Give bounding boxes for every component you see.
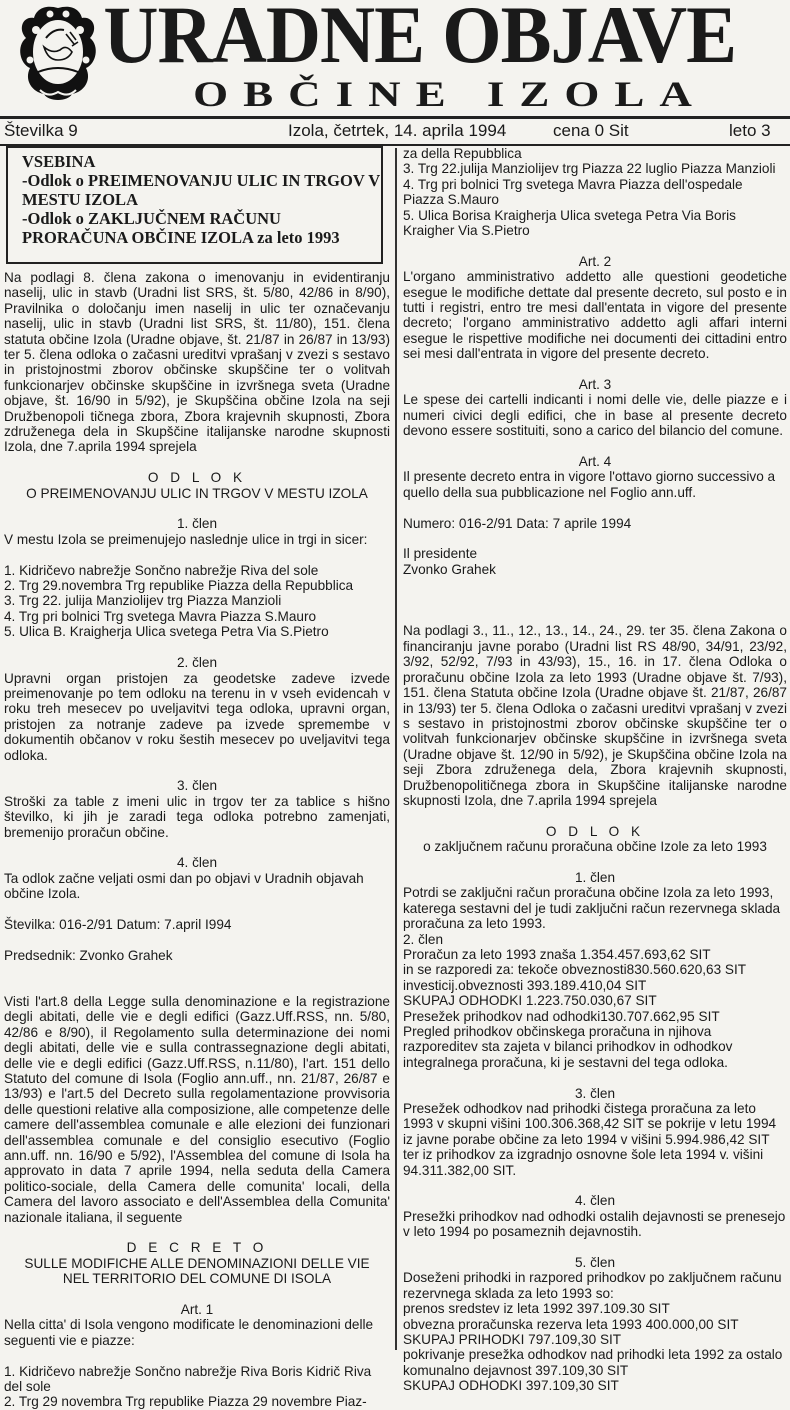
column-divider [395,148,397,1350]
article-text: Nella citta' di Isola vengono modificate le denominazioni delle seguenti vie e piazze: [4,1317,374,1348]
street-item-continued: za della Repubblica [403,146,522,161]
right-column [403,146,787,1394]
reserve-line: prenos sredstev iz leta 1992 397.109.30 SIT [403,1301,670,1317]
reserve-line: obvezna proračunska rezerva leta 1993 400.000,00 SIT [403,1316,739,1332]
signatory: Predsednik: Zvonko Grahek [4,947,173,963]
masthead-rule [0,116,790,119]
article-heading: Art. 2 [578,253,612,269]
signatory-title: Il presidente [403,546,478,562]
issue-info-bar [0,120,790,142]
article-text: Ta odlok začne veljati osmi dan po objavi v Uradnih objavah občine Izola. [4,870,364,902]
street-item: 4. Trg pri bolnici Trg svetega Mavra Piazza S.Mauro [4,608,317,624]
section-heading: O D L O K [545,823,645,839]
street-item: 5. Ulica Borisa Kraigherja Ulica svetega Petra Via Boris Kraigher Via S.Pietro [403,207,736,239]
article-text: Le spese dei cartelli indicanti i nomi delle vie, delle piazze e i numeri civici degli edifici, che in base al presente decreto devono essere sostituiti, sono a carico del bilancio del comune. [403,392,787,439]
left-column [4,270,390,1410]
budget-line: SKUPAJ ODHODKI 1.223.750.030,67 SIT [403,993,657,1009]
section-title: O PREIMENOVANJU ULIC IN TRGOV V MESTU IZOLA [26,485,368,501]
article-heading: 3. člen [574,1085,616,1101]
article-text: Pregled prihodkov občinskega proračuna in njihova razporeditev sta zajeta v bilanci prihodkov in odhodkov integralnega proračuna, ki je sestavni del tega odloka. [403,1024,733,1070]
contents-heading: VSEBINA [22,152,96,171]
street-item: 2. Trg 29 novembra Trg republike Piazza 29 novembre Piaz- [4,1394,367,1410]
contents-item[interactable]: -Odlok o ZAKLJUČNEM RAČUNU PRORAČUNA OBČINE IZOLA za leto 1993 [22,209,340,247]
article-text: Presežek odhodkov nad prihodki čistega proračuna za leto 1993 v skupni višini 100.306.368,42 SIT se pokrije v letu 1994 iz javne porabe občine za leto 1994 v višini 5.994.986,42 SIT ter iz prihodkov za izgradnjo osnovne šole leta 1994 v. višini 94.311.382,00 SIT. [403,1101,777,1178]
section-heading: O D L O K [147,470,247,486]
street-item: 5. Ulica B. Kraigherja Ulica svetega Petra Via S.Pietro [4,624,329,640]
article-heading: 1. člen [574,869,616,885]
article-heading: 3. člen [176,778,218,794]
budget-line: in se razporedi za: tekoče obveznosti830.560.620,63 SIT [403,962,747,978]
budget-line: Proračun za leto 1993 znaša 1.354.457.693,62 SIT [403,946,711,962]
street-item: 3. Trg 22. julija Manziolijev trg Piazza Manzioli [4,593,282,609]
article-text: Upravni organ pristojen za geodetske zadeve izvede preimenovanje po tem odloku na terenu in v vseh evidencah v roku treh mesecev po uveljavitvi tega odloka, upravni organ, pristojen za notranje zadeve pa izvede spremembe v dokumentih občanov v roku šestih mesecev po uveljavitvi tega odloka. [4,670,390,763]
street-item: 1. Kidričevo nabrežje Sončno nabrežje Riva del sole [4,562,319,578]
reserve-line: SKUPAJ PRIHODKI 797.109,30 SIT [403,1332,622,1348]
masthead-subtitle: OBČINE IZOLA [193,74,707,114]
street-item: 3. Trg 22.julija Manziolijev trg Piazza 22 luglio Piazza Manzioli [403,161,776,177]
section-title: o zaključnem računu proračuna občine Izole za leto 1993 [423,839,767,855]
signatory-name: Zvonko Grahek [403,561,496,577]
street-item: 1. Kidričevo nabrežje Sončno nabrežje Riva Boris Kidrič Riva del sole [4,1363,372,1395]
article-heading: 5. člen [574,1255,616,1271]
article-heading: Art. 3 [578,377,612,393]
issue-year: leto 3 [729,121,771,140]
article-text: Doseženi prihodki in razpored prihodkov po zaključnem računu rezervnega sklada za leto 1993 so: [403,1270,782,1301]
article-heading: 2. člen [176,655,218,671]
document-number: Numero: 016-2/91 Data: 7 aprile 1994 [403,515,632,531]
article-heading: 1. člen [176,516,218,532]
article-text: Stroški za table z imeni ulic in trgov ter za tablice s hišno številko, ki jih je zaradi tega odloka potrebno zamenjati, bremenijo proračun občine. [4,793,390,840]
masthead [0,0,790,118]
preamble: Na podlagi 3., 11., 12., 13., 14., 24., 29. ter 35. člena Zakona o financiranju javne porabo (Uradni list RS 48/90, 34/91, 23/92, 3/92, 52/92, 7/93 in 43/93), 15., 16. in 17. člena Odloka o proračunu občine Izola za leto 1993 (Uradne objave št. 7/93), 151. člena Statuta občine Izola (Uradne objave št. 21/87, 26/87 in 13/93) ter 5. člena Odloka o začasni ureditvi vprašanj v zvezi s sestavo in pristojnostmi zborov občinske skupščine ter o volitvah funkcionarjev občinske skupščine in izvršnega sveta (Uradne objave št. 12/90 in 5/92), je Skupščina občine Izola na seji Zbora združenega dela, Zbora krajevnih skupnosti, Družbenopolitičnega zbora in Skupščine italijanske narodne skupnosti Izola, dne 7.aprila 1994 sprejela [403,623,787,808]
article-heading: 4. člen [574,1193,616,1209]
reserve-line: pokrivanje presežka odhodkov nad prihodki leta 1992 za ostalo komunalno dejavnost 397.109,30 SIT [403,1347,783,1378]
section-title: NEL TERRITORIO DEL COMUNE DI ISOLA [62,1271,332,1287]
section-title: SULLE MODIFICHE ALLE DENOMINAZIONI DELLE VIE [24,1255,370,1271]
reserve-line: SKUPAJ ODHODKI 397.109,30 SIT [403,1378,619,1394]
preamble: Na podlagi 8. člena zakona o imenovanju in evidentiranju naselij, ulic in stavb (Uradni list SRS, št. 5/80, 42/86 in 8/90), Pravilnika o določanju imen naselij in ulic ter označevanju naselij, ulic in stavb (Uradni list SRS, št. 11/80), 151. člena statuta občine Izola (Uradne objave, št. 21/87 in 26/87 in 13/93) ter 5. člena odloka o začasni ureditvi vprašanj v zvezi s sestavo in pristojnostmi zborov občinske skupščine ter o volitvah funkcionarjev občinske skupščine in izvršnega sveta (Uradne objave, št. 16/90 in 5/92), je Skupščina občine Izola na seji Družbenopoli tičnega zbora, Zbora krajevnih skupnosti, Zbora združenega dela in Skupščine italijanske narodne skupnosti Izola, dne 7.aprila 1994 sprejela [4,270,390,455]
article-heading: Art. 4 [578,454,612,470]
budget-line: Presežek prihodkov nad odhodki130.707.662,95 SIT [403,1008,720,1024]
contents-item[interactable]: -Odlok o PREIMENOVANJU ULIC IN TRGOV V MESTU IZOLA [22,171,380,209]
article-heading: 4. člen [176,855,218,871]
article-heading-inline: 2. člen [403,931,444,947]
masthead-title: URADNE OBJAVE [103,0,737,80]
street-item: 2. Trg 29.novembra Trg republike Piazza della Repubblica [4,578,354,594]
article-text: L'organo amministrativo addetto alle questioni geodetiche esegue le modifiche dettate dal presente decreto, sul posto e in tutti i registri, entro tre mesi dall'entata in vigore del presente decreto; l'organo amministrativo addetto agli affari interni esegue le rispettive modifiche nei documenti dei cittadini entro sei mesi dall'entrata in vigore del presente decreto. [403,269,787,362]
article-text: Potrdi se zaključni račun proračuna občine Izola za leto 1993, katerega sestavni del je tudi zaključni račun rezervnega sklada proračuna za leto 1993. [403,885,781,932]
issue-price: cena 0 Sit [553,121,629,140]
budget-line: investicij.obveznosti 393.189.410,04 SIT [403,977,647,993]
section-heading: D E C R E T O [126,1240,268,1256]
preamble-italian: Visti l'art.8 della Legge sulla denominazione e la registrazione degli abitati, delle vie e degli edifici (Gazz.Uff.RSS, nn. 5/80, 42/86 e 8/90), il Regolamento sulla determinazione dei nomi degli abitati, delle vie e sulla contrassegnazione degli abitati, delle vie e degli edifici (Gazz.Uff.RSS, n.11/80), l'art. 151 dello Statuto del comune di Isola (Foglio ann.uff., nn. 21/87, 26/87 e 13/93) e l'art.5 del Decreto sulla regolamentazione provvisoria delle questioni relative alla composizione, alle competenze delle camere dell'assemblea comunale e alle elezioni dei funzionari dell'assemblea comunale e del consiglio esecutivo (Foglio ann.uff. nn. 16/90 e 5/92), l'Assemblea del comune di Isola ha approvato in data 7 aprile 1994, nella seduta della Camera politico-sociale, della Camera delle comunita' locali, della Camera del lavoro associato e dell'Assemblea della Comunita' nazionale italiana, il seguente [4,993,390,1225]
article-heading: Art. 1 [180,1302,214,1318]
article-text: V mestu Izola se preimenujejo naslednje ulice in trgi in sicer: [4,531,368,547]
article-text: Il presente decreto entra in vigore l'ottavo giorno successivo a quello della sua pubblicazione nel Foglio ann.uff. [403,469,776,500]
contents-box [6,146,383,264]
street-item: 4. Trg pri bolnici Trg svetega Mavra Piazza dell'ospedale Piazza S.Mauro [403,176,743,208]
article-text: Presežki prihodkov nad odhodki ostalih dejavnosti se prenesejo v leto 1994 po posameznih dejavnostih. [403,1208,786,1240]
issue-date: Izola, četrtek, 14. aprila 1994 [288,121,507,140]
document-number: Številka: 016-2/91 Datum: 7.april I994 [4,916,232,932]
issue-number: Številka 9 [4,121,78,140]
